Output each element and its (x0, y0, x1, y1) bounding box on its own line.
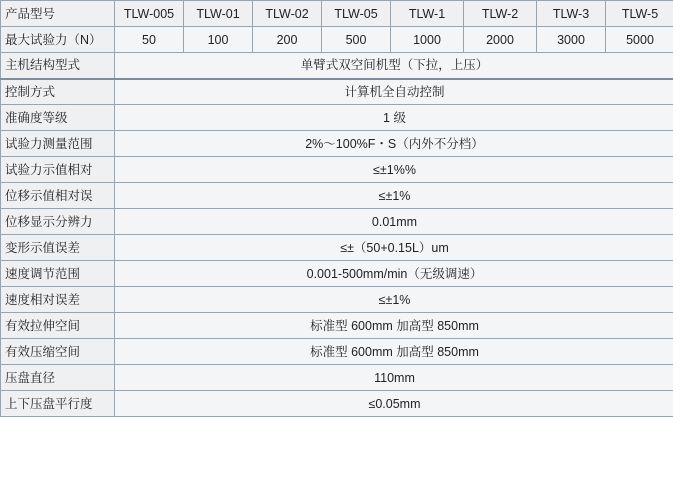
model-header-cell: TLW-5 (606, 1, 673, 27)
table-row (1, 209, 673, 235)
model-header-cell: TLW-3 (537, 1, 606, 27)
row-value-merged: 单臂式双空间机型（下拉，上压） (115, 53, 673, 79)
table-header-row (1, 1, 673, 27)
row-label: 主机结构型式 (1, 53, 115, 79)
row-label: 压盘直径 (1, 365, 115, 391)
table-row (1, 105, 673, 131)
row-value-cell: 5000 (606, 27, 673, 53)
row-label: 控制方式 (1, 79, 115, 105)
row-value-cell: 50 (115, 27, 184, 53)
row-label: 准确度等级 (1, 105, 115, 131)
row-value-merged: 2%～100%F・S（内外不分档） (115, 131, 673, 157)
row-value-merged: ≤±1%% (115, 157, 673, 183)
row-label: 速度调节范围 (1, 261, 115, 287)
model-header-cell: TLW-2 (464, 1, 537, 27)
table-row (1, 27, 673, 53)
row-value-cell: 200 (253, 27, 322, 53)
row-value-merged: 0.01mm (115, 209, 673, 235)
row-label: 变形示值误差 (1, 235, 115, 261)
specification-table-body (1, 1, 673, 417)
table-row (1, 339, 673, 365)
table-row (1, 391, 673, 417)
row-label: 位移示值相对误 (1, 183, 115, 209)
table-row (1, 287, 673, 313)
table-row (1, 79, 673, 105)
model-header-cell: TLW-01 (184, 1, 253, 27)
model-header-cell: TLW-1 (391, 1, 464, 27)
row-value-cell: 1000 (391, 27, 464, 53)
row-label: 有效拉伸空间 (1, 313, 115, 339)
row-value-merged: 标准型 600mm 加高型 850mm (115, 339, 673, 365)
row-value-merged: 0.001-500mm/min（无级调速） (115, 261, 673, 287)
row-value-merged: ≤±1% (115, 183, 673, 209)
row-value-merged: 1 级 (115, 105, 673, 131)
table-row (1, 53, 673, 79)
row-value-merged: 110mm (115, 365, 673, 391)
model-header-cell: TLW-05 (322, 1, 391, 27)
row-value-merged: ≤±1% (115, 287, 673, 313)
column-header-product-model: 产品型号 (1, 1, 115, 27)
row-label: 上下压盘平行度 (1, 391, 115, 417)
table-row (1, 183, 673, 209)
row-label: 有效压缩空间 (1, 339, 115, 365)
row-label: 速度相对误差 (1, 287, 115, 313)
row-value-merged: 标准型 600mm 加高型 850mm (115, 313, 673, 339)
model-header-cell: TLW-02 (253, 1, 322, 27)
row-value-merged: ≤±（50+0.15L）um (115, 235, 673, 261)
row-value-cell: 2000 (464, 27, 537, 53)
row-label: 试验力测量范围 (1, 131, 115, 157)
row-value-cell: 3000 (537, 27, 606, 53)
row-value-cell: 500 (322, 27, 391, 53)
table-row (1, 131, 673, 157)
row-label: 试验力示值相对 (1, 157, 115, 183)
row-value-merged: ≤0.05mm (115, 391, 673, 417)
row-label: 位移显示分辨力 (1, 209, 115, 235)
row-value-cell: 100 (184, 27, 253, 53)
table-row (1, 157, 673, 183)
table-row (1, 235, 673, 261)
row-value-merged: 计算机全自动控制 (115, 79, 673, 105)
row-label: 最大试验力（N） (1, 27, 115, 53)
table-row (1, 365, 673, 391)
model-header-cell: TLW-005 (115, 1, 184, 27)
table-row (1, 313, 673, 339)
table-row (1, 261, 673, 287)
